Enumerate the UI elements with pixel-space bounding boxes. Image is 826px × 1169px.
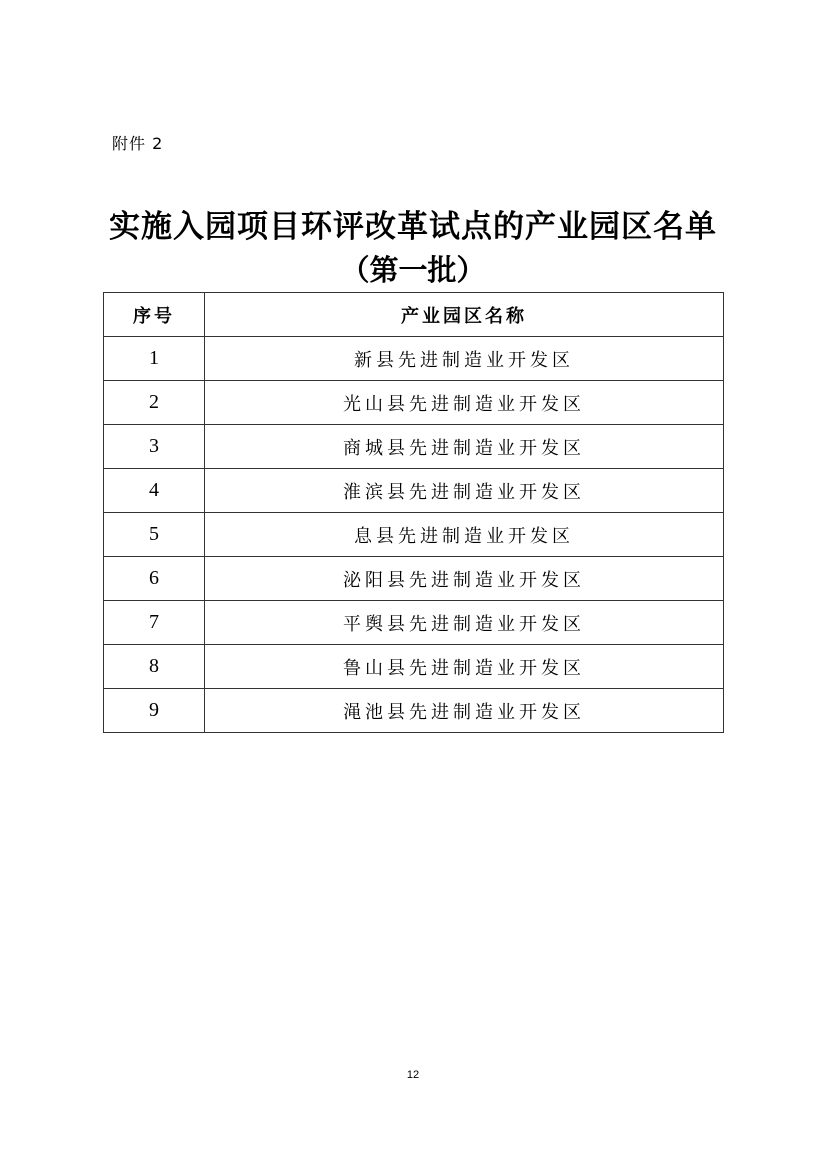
row-park-name: 平舆县先进制造业开发区 — [205, 601, 724, 645]
table-row — [104, 689, 724, 733]
table-row — [104, 381, 724, 425]
header-park-name: 产业园区名称 — [205, 293, 724, 337]
table-header-row — [104, 293, 724, 337]
table-row — [104, 601, 724, 645]
row-serial-number: 9 — [104, 689, 205, 733]
row-park-name: 泌阳县先进制造业开发区 — [205, 557, 724, 601]
table-row — [104, 337, 724, 381]
row-serial-number: 7 — [104, 601, 205, 645]
row-serial-number: 5 — [104, 513, 205, 557]
page-number: 12 — [406, 1069, 420, 1081]
row-serial-number: 1 — [104, 337, 205, 381]
table-row — [104, 469, 724, 513]
row-park-name: 淮滨县先进制造业开发区 — [205, 469, 724, 513]
row-serial-number: 2 — [104, 381, 205, 425]
park-list-table — [103, 292, 724, 733]
document-title: 实施入园项目环评改革试点的产业园区名单 — [109, 209, 717, 245]
table-row — [104, 557, 724, 601]
attachment-label: 附件 2 — [112, 134, 164, 153]
row-park-name: 光山县先进制造业开发区 — [205, 381, 724, 425]
document-subtitle: （第一批） — [340, 253, 486, 287]
row-serial-number: 8 — [104, 645, 205, 689]
row-park-name: 新县先进制造业开发区 — [205, 337, 724, 381]
table-row — [104, 513, 724, 557]
row-park-name: 息县先进制造业开发区 — [205, 513, 724, 557]
row-serial-number: 6 — [104, 557, 205, 601]
table-row — [104, 425, 724, 469]
row-park-name: 鲁山县先进制造业开发区 — [205, 645, 724, 689]
header-serial-number: 序号 — [104, 293, 205, 337]
row-park-name: 渑池县先进制造业开发区 — [205, 689, 724, 733]
row-serial-number: 4 — [104, 469, 205, 513]
row-serial-number: 3 — [104, 425, 205, 469]
table-row — [104, 645, 724, 689]
row-park-name: 商城县先进制造业开发区 — [205, 425, 724, 469]
